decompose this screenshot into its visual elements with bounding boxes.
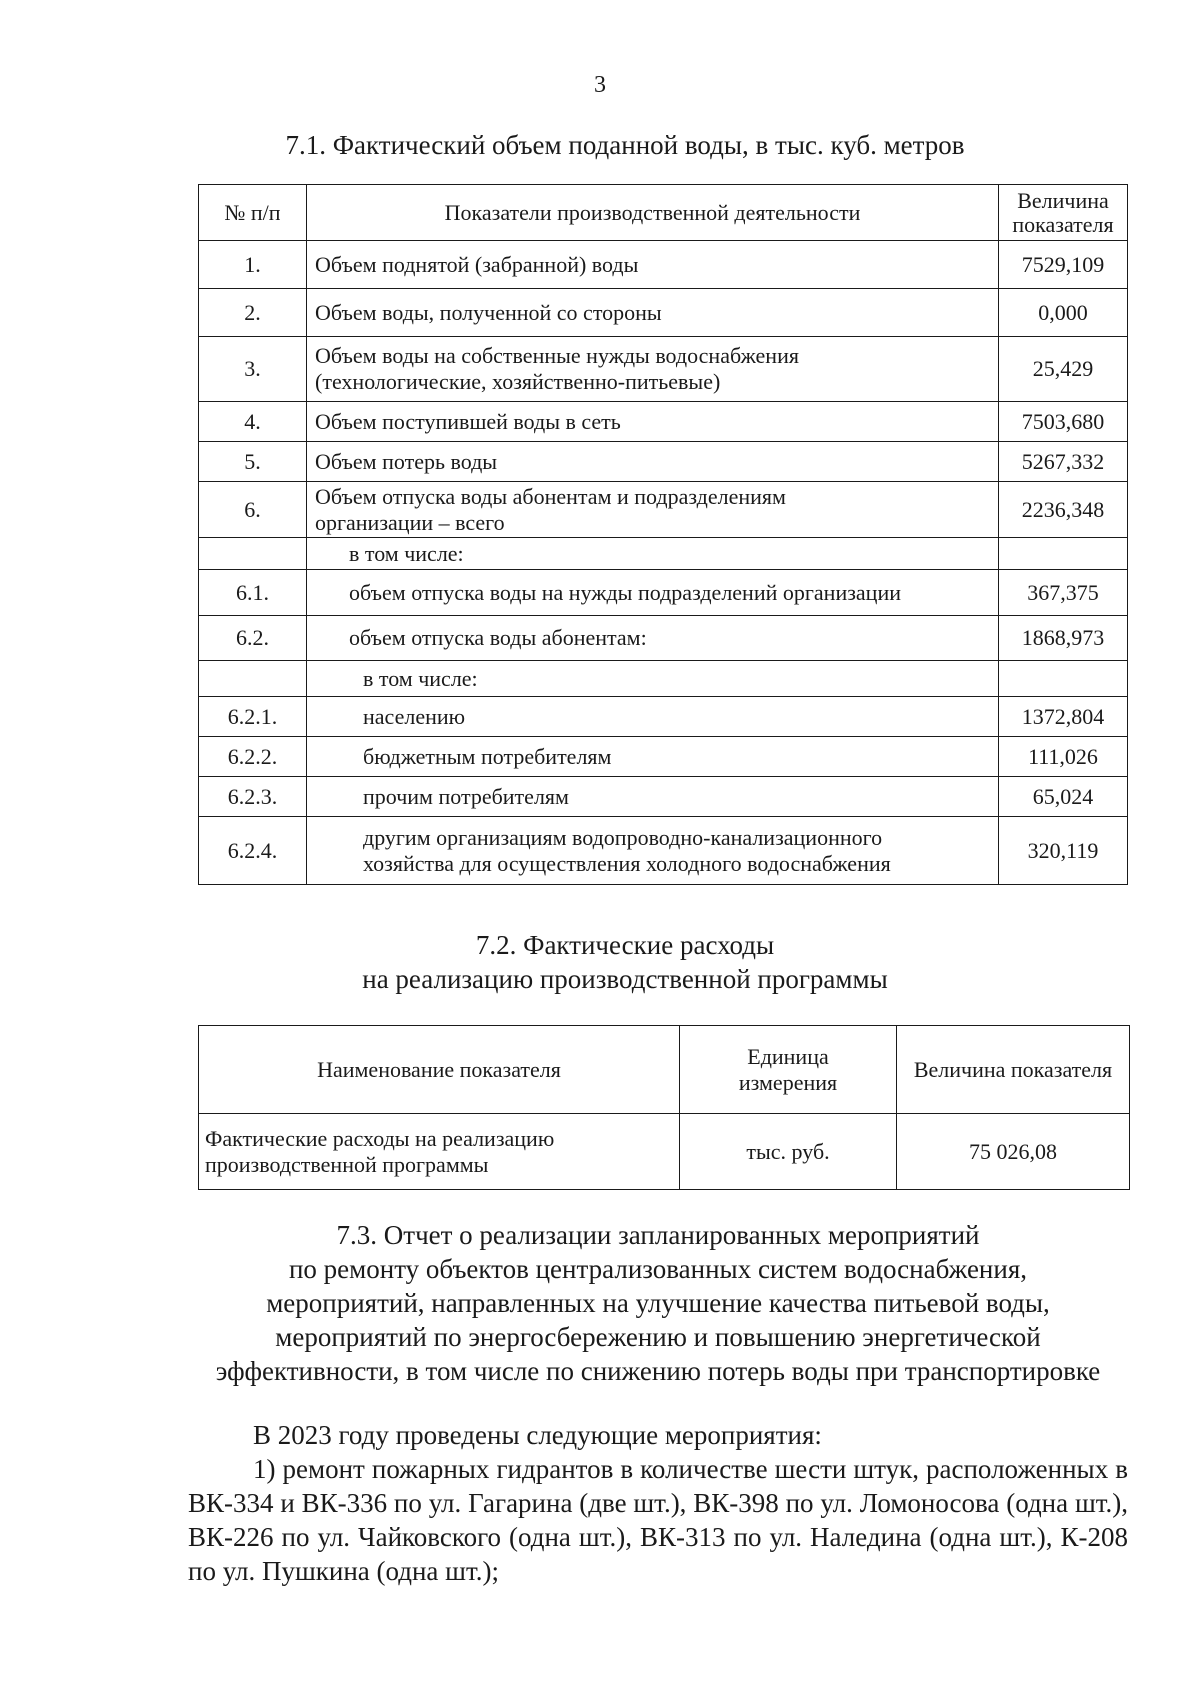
row-num: 2. (199, 289, 307, 337)
row-label: Объем воды, полученной со стороны (307, 289, 999, 337)
row-label (307, 337, 999, 402)
row-label: Объем поступившей воды в сеть (307, 402, 999, 442)
row-num: 3. (199, 337, 307, 402)
row-num: 6.2. (199, 616, 307, 661)
measures-intro: В 2023 году проведены следующие мероприятия: (253, 1420, 822, 1450)
row-value: 111,026 (999, 737, 1128, 777)
row-num: 4. (199, 402, 307, 442)
row-value: 7503,680 (999, 402, 1128, 442)
row-label-line1: Объем воды на собственные нужды водоснабжения (315, 343, 799, 368)
section-71-title: 7.1. Фактический объем поданной воды, в тыс. куб. метров (285, 130, 965, 160)
row-value: 2236,348 (999, 482, 1128, 538)
row-label-line1: Объем отпуска воды абонентам и подразделениям (315, 483, 786, 509)
table-row (199, 570, 1128, 616)
section-73-title-line5: эффективности, в том числе по снижению потерь воды при транспортировке (215, 1356, 1101, 1386)
header-num: № п/п (199, 185, 307, 241)
row-value: 0,000 (999, 289, 1128, 337)
row-num (199, 661, 307, 697)
header-unit-line2: измерения (738, 1069, 838, 1095)
row-num: 6. (199, 482, 307, 538)
row-num: 6.2.3. (199, 777, 307, 817)
section-73-title-line1: 7.3. Отчет о реализации запланированных мероприятий (336, 1220, 980, 1250)
section-72-title-line1: 7.2. Фактические расходы (475, 930, 775, 960)
row-label-line1: другим организациям водопроводно-канализационного (363, 824, 883, 850)
row-label: объем отпуска воды на нужды подразделений организации (307, 570, 999, 616)
row-num: 6.1. (199, 570, 307, 616)
row-value: 320,119 (999, 817, 1128, 885)
water-volume-table (198, 184, 1128, 885)
row-label: Объем поднятой (забранной) воды (307, 241, 999, 289)
row-label: в том числе: (307, 538, 999, 570)
row-label: объем отпуска воды абонентам: (307, 616, 999, 661)
row-value: 5267,332 (999, 442, 1128, 482)
table-row (199, 1114, 1130, 1190)
row-num: 5. (199, 442, 307, 482)
table-row (199, 817, 1128, 885)
row-num: 1. (199, 241, 307, 289)
row-label (307, 482, 999, 538)
row-num: 6.2.4. (199, 817, 307, 885)
header-indicator: Показатели производственной деятельности (307, 185, 999, 241)
section-73-title-line4: мероприятий по энергосбережению и повышению энергетической (275, 1322, 1041, 1352)
table-row (199, 661, 1128, 697)
row-value: 75 026,08 (897, 1114, 1130, 1190)
section-72-title-line2: на реализацию производственной программы (362, 964, 888, 994)
header-value-line1: Величина (1017, 187, 1109, 213)
table-row (199, 616, 1128, 661)
table-row (199, 697, 1128, 737)
expenses-table (198, 1025, 1130, 1190)
row-value (999, 538, 1128, 570)
row-label: прочим потребителям (307, 777, 999, 817)
header-value: Величина показателя (897, 1026, 1130, 1114)
page-number: 3 (594, 72, 606, 98)
row-name (199, 1114, 680, 1190)
section-73-title (188, 1218, 1128, 1388)
header-unit (680, 1026, 897, 1114)
row-value: 1372,804 (999, 697, 1128, 737)
row-value: 25,429 (999, 337, 1128, 402)
table-row (199, 402, 1128, 442)
measures-item-1: 1) ремонт пожарных гидрантов в количестве шести штук, расположенных в ВК-334 и ВК-336 по ул. Гагарина (две шт.), ВК-398 по ул. Ломоносова (одна шт.), ВК-226 по ул. Чайковского (одна шт.), ВК-313 по ул. Наледина (одна шт.), К-208 по ул. Пушкина (одна шт.); (188, 1454, 1128, 1586)
header-name: Наименование показателя (199, 1026, 680, 1114)
row-name-line2: производственной программы (205, 1151, 489, 1177)
table-header-row (199, 1026, 1130, 1114)
header-value-line2: показателя (1012, 211, 1114, 237)
section-73-title-line2: по ремонту объектов централизованных систем водоснабжения, (288, 1254, 1028, 1284)
table-row (199, 241, 1128, 289)
row-label (307, 817, 999, 885)
table-row (199, 777, 1128, 817)
table-row (199, 737, 1128, 777)
row-value: 367,375 (999, 570, 1128, 616)
row-label: Объем потерь воды (307, 442, 999, 482)
table-row (199, 538, 1128, 570)
row-value: 65,024 (999, 777, 1128, 817)
row-value: 7529,109 (999, 241, 1128, 289)
row-unit: тыс. руб. (680, 1114, 897, 1190)
row-label-line2: хозяйства для осуществления холодного водоснабжения (363, 850, 891, 876)
row-label-line2: (технологические, хозяйственно-питьевые) (315, 369, 721, 394)
row-label-line2: организации – всего (315, 509, 505, 535)
table-row (199, 289, 1128, 337)
row-value (999, 661, 1128, 697)
row-name-line1: Фактические расходы на реализацию (205, 1125, 555, 1151)
row-label: населению (307, 697, 999, 737)
table-header-row (199, 185, 1128, 241)
row-num: 6.2.2. (199, 737, 307, 777)
table-row (199, 442, 1128, 482)
row-label: в том числе: (307, 661, 999, 697)
row-num: 6.2.1. (199, 697, 307, 737)
section-73-title-line3: мероприятий, направленных на улучшение качества питьевой воды, (266, 1288, 1050, 1318)
section-72-title (0, 928, 1200, 996)
table-row (199, 482, 1128, 538)
table-row (199, 337, 1128, 402)
row-num (199, 538, 307, 570)
row-label: бюджетным потребителям (307, 737, 999, 777)
row-value: 1868,973 (999, 616, 1128, 661)
header-value (999, 185, 1128, 241)
header-unit-line1: Единица (747, 1043, 829, 1069)
